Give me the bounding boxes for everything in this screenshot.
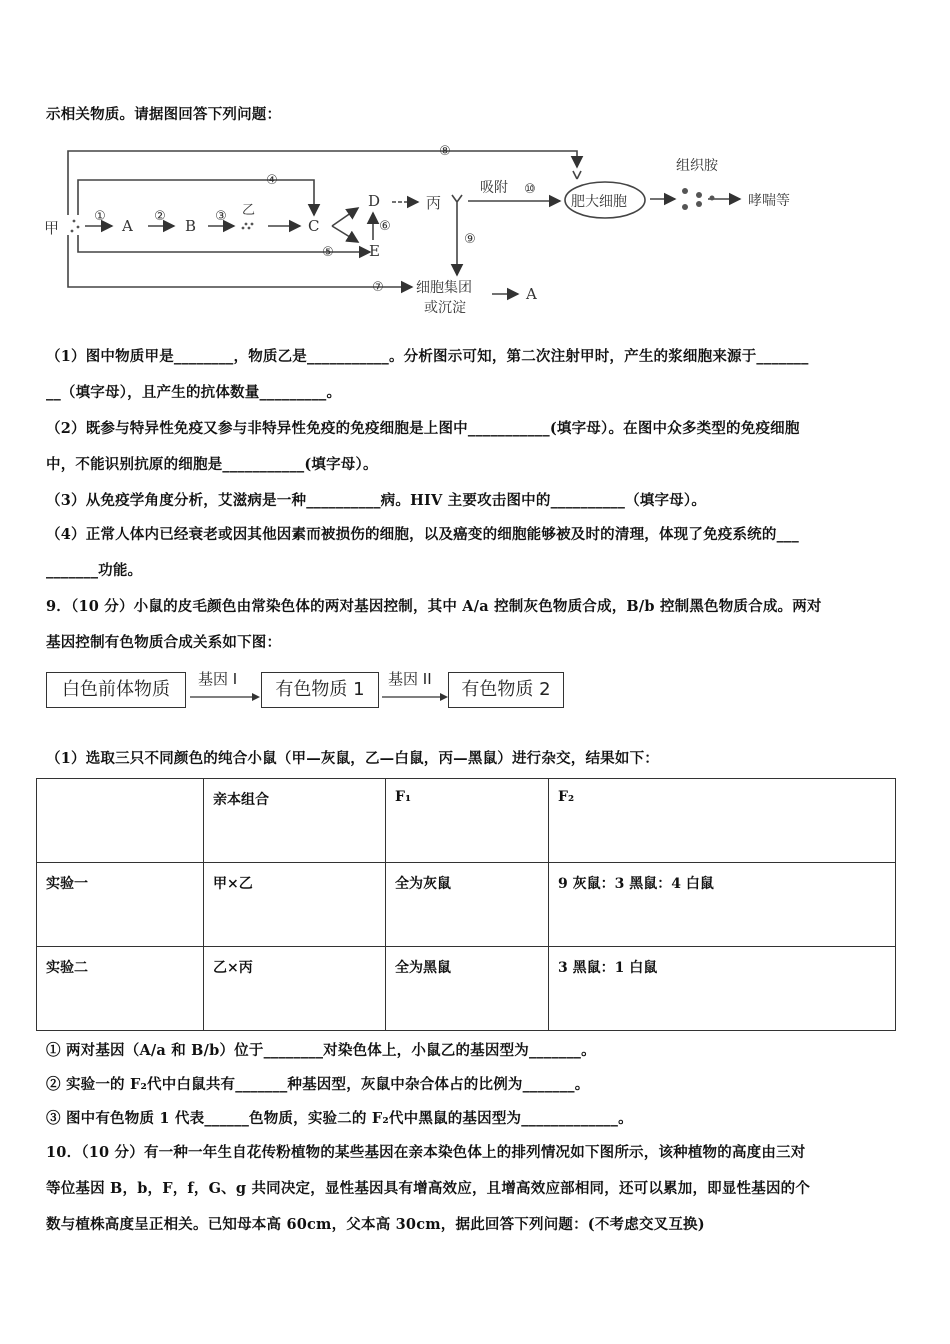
step-2: ② xyxy=(154,209,166,224)
immune-response-diagram xyxy=(40,135,840,325)
arrow-icon xyxy=(188,672,262,708)
table-header-row xyxy=(37,779,896,863)
step-3: ③ xyxy=(215,209,227,224)
step-6: ⑥ xyxy=(379,219,391,234)
table-cell: 9 灰鼠：3 黑鼠：4 白鼠 xyxy=(549,863,896,947)
step-1: ① xyxy=(94,209,106,224)
node-A: A xyxy=(122,217,133,235)
node-cell-cluster: 细胞集团 xyxy=(416,280,472,296)
table-row xyxy=(37,947,896,1031)
table-header: F₁ xyxy=(386,779,549,863)
node-histamine: 组织胺 xyxy=(676,158,718,174)
table-row xyxy=(37,863,896,947)
node-yi: 乙 xyxy=(242,203,256,218)
q9-item3: ③ 图中有色物质 1 代表______色物质，实验二的 F₂代中黑鼠的基因型为_____________。 xyxy=(46,1110,633,1127)
step-5: ⑤ xyxy=(322,245,334,260)
flow-box-pigment-2: 有色物质 2 xyxy=(448,672,564,708)
node-C: C xyxy=(308,217,320,235)
node-asthma: 哮喘等 xyxy=(748,193,790,209)
q8-part2-line2: 中，不能识别抗原的细胞是___________(填字母）。 xyxy=(46,456,378,473)
q9-item1: ① 两对基因（A/a 和 B/b）位于________对染色体上，小鼠乙的基因型为_______。 xyxy=(46,1042,596,1059)
node-A-end: A xyxy=(526,285,537,303)
q10-line2: 等位基因 B，b，F，f，G、g 共同决定，显性基因具有增高效应，且增高效应部相同，还可以累加，即显性基因的个 xyxy=(46,1180,811,1197)
q9-intro-line2: 基因控制有色物质合成关系如下图： xyxy=(46,634,282,651)
step-9: ⑨ xyxy=(464,232,476,247)
node-jia: 甲 xyxy=(44,219,60,237)
q9-intro-line1: 9．（10 分）小鼠的皮毛颜色由常染色体的两对基因控制，其中 A/a 控制灰色物质合成，B/b 控制黑色物质合成。两对 xyxy=(46,598,822,615)
table-header: F₂ xyxy=(549,779,896,863)
flow-box-pigment-1: 有色物质 1 xyxy=(261,672,379,708)
q8-part4-line1: （4）正常人体内已经衰老或因其他因素而被损伤的细胞，以及癌变的细胞能够被及时的清理，体现了免疫系统的___ xyxy=(46,526,799,543)
table-cell: 全为黑鼠 xyxy=(386,947,549,1031)
table-cell: 甲×乙 xyxy=(204,863,386,947)
q9-sub1: （1）选取三只不同颜色的纯合小鼠（甲—灰鼠，乙—白鼠，丙—黑鼠）进行杂交，结果如下： xyxy=(46,750,659,767)
q8-part4-line2: _______功能。 xyxy=(46,562,143,579)
table-cell: 实验一 xyxy=(37,863,204,947)
step-7: ⑦ xyxy=(372,280,384,295)
step-8: ⑧ xyxy=(439,144,451,159)
table-cell: 乙×丙 xyxy=(204,947,386,1031)
table-cell: 实验二 xyxy=(37,947,204,1031)
flow-gene-2: 基因 II xyxy=(388,670,432,688)
step-10: ⑩ xyxy=(524,182,536,197)
label-adsorb: 吸附 xyxy=(480,180,508,196)
cross-results-table xyxy=(36,778,896,1031)
node-B: B xyxy=(185,217,197,235)
q10-line3: 数与植株高度呈正相关。已知母本高 60cm，父本高 30cm，据此回答下列问题：(不考虑交叉互换) xyxy=(46,1216,705,1233)
q8-part1-line1: （1）图中物质甲是________，物质乙是___________。分析图示可知，第二次注射甲时，产生的浆细胞来源于_______ xyxy=(46,348,809,365)
flow-gene-1: 基因 I xyxy=(198,670,238,688)
arrow-icon xyxy=(380,672,450,708)
q8-part2-line1: （2）既参与特异性免疫又参与非特异性免疫的免疫细胞是上图中___________(填字母）。在图中众多类型的免疫细胞 xyxy=(46,420,800,437)
step-4: ④ xyxy=(266,173,278,188)
node-E: E xyxy=(369,242,380,260)
q9-item2: ② 实验一的 F₂代中白鼠共有_______种基因型，灰鼠中杂合体占的比例为_______。 xyxy=(46,1076,590,1093)
q8-part3: （3）从免疫学角度分析，艾滋病是一种__________病。HIV 主要攻击图中的__________（填字母）。 xyxy=(46,492,707,509)
node-precipitate: 或沉淀 xyxy=(424,300,466,316)
q10-line1: 10．（10 分）有一种一年生自花传粉植物的某些基因在亲本染色体上的排列情况如下图所示，该种植物的高度由三对 xyxy=(46,1144,806,1161)
node-D: D xyxy=(368,192,381,210)
table-cell: 3 黑鼠：1 白鼠 xyxy=(549,947,896,1031)
gene-pathway-diagram xyxy=(46,672,606,712)
table-cell: 全为灰鼠 xyxy=(386,863,549,947)
table-header: 亲本组合 xyxy=(204,779,386,863)
intro-text: 示相关物质。请据图回答下列问题： xyxy=(46,106,282,123)
table-header xyxy=(37,779,204,863)
node-bing: 丙 xyxy=(426,194,442,212)
q8-part1-line2: __（填字母），且产生的抗体数量_________。 xyxy=(46,384,342,401)
node-mast-cell: 肥大细胞 xyxy=(571,194,627,210)
flow-box-white-precursor: 白色前体物质 xyxy=(46,672,186,708)
